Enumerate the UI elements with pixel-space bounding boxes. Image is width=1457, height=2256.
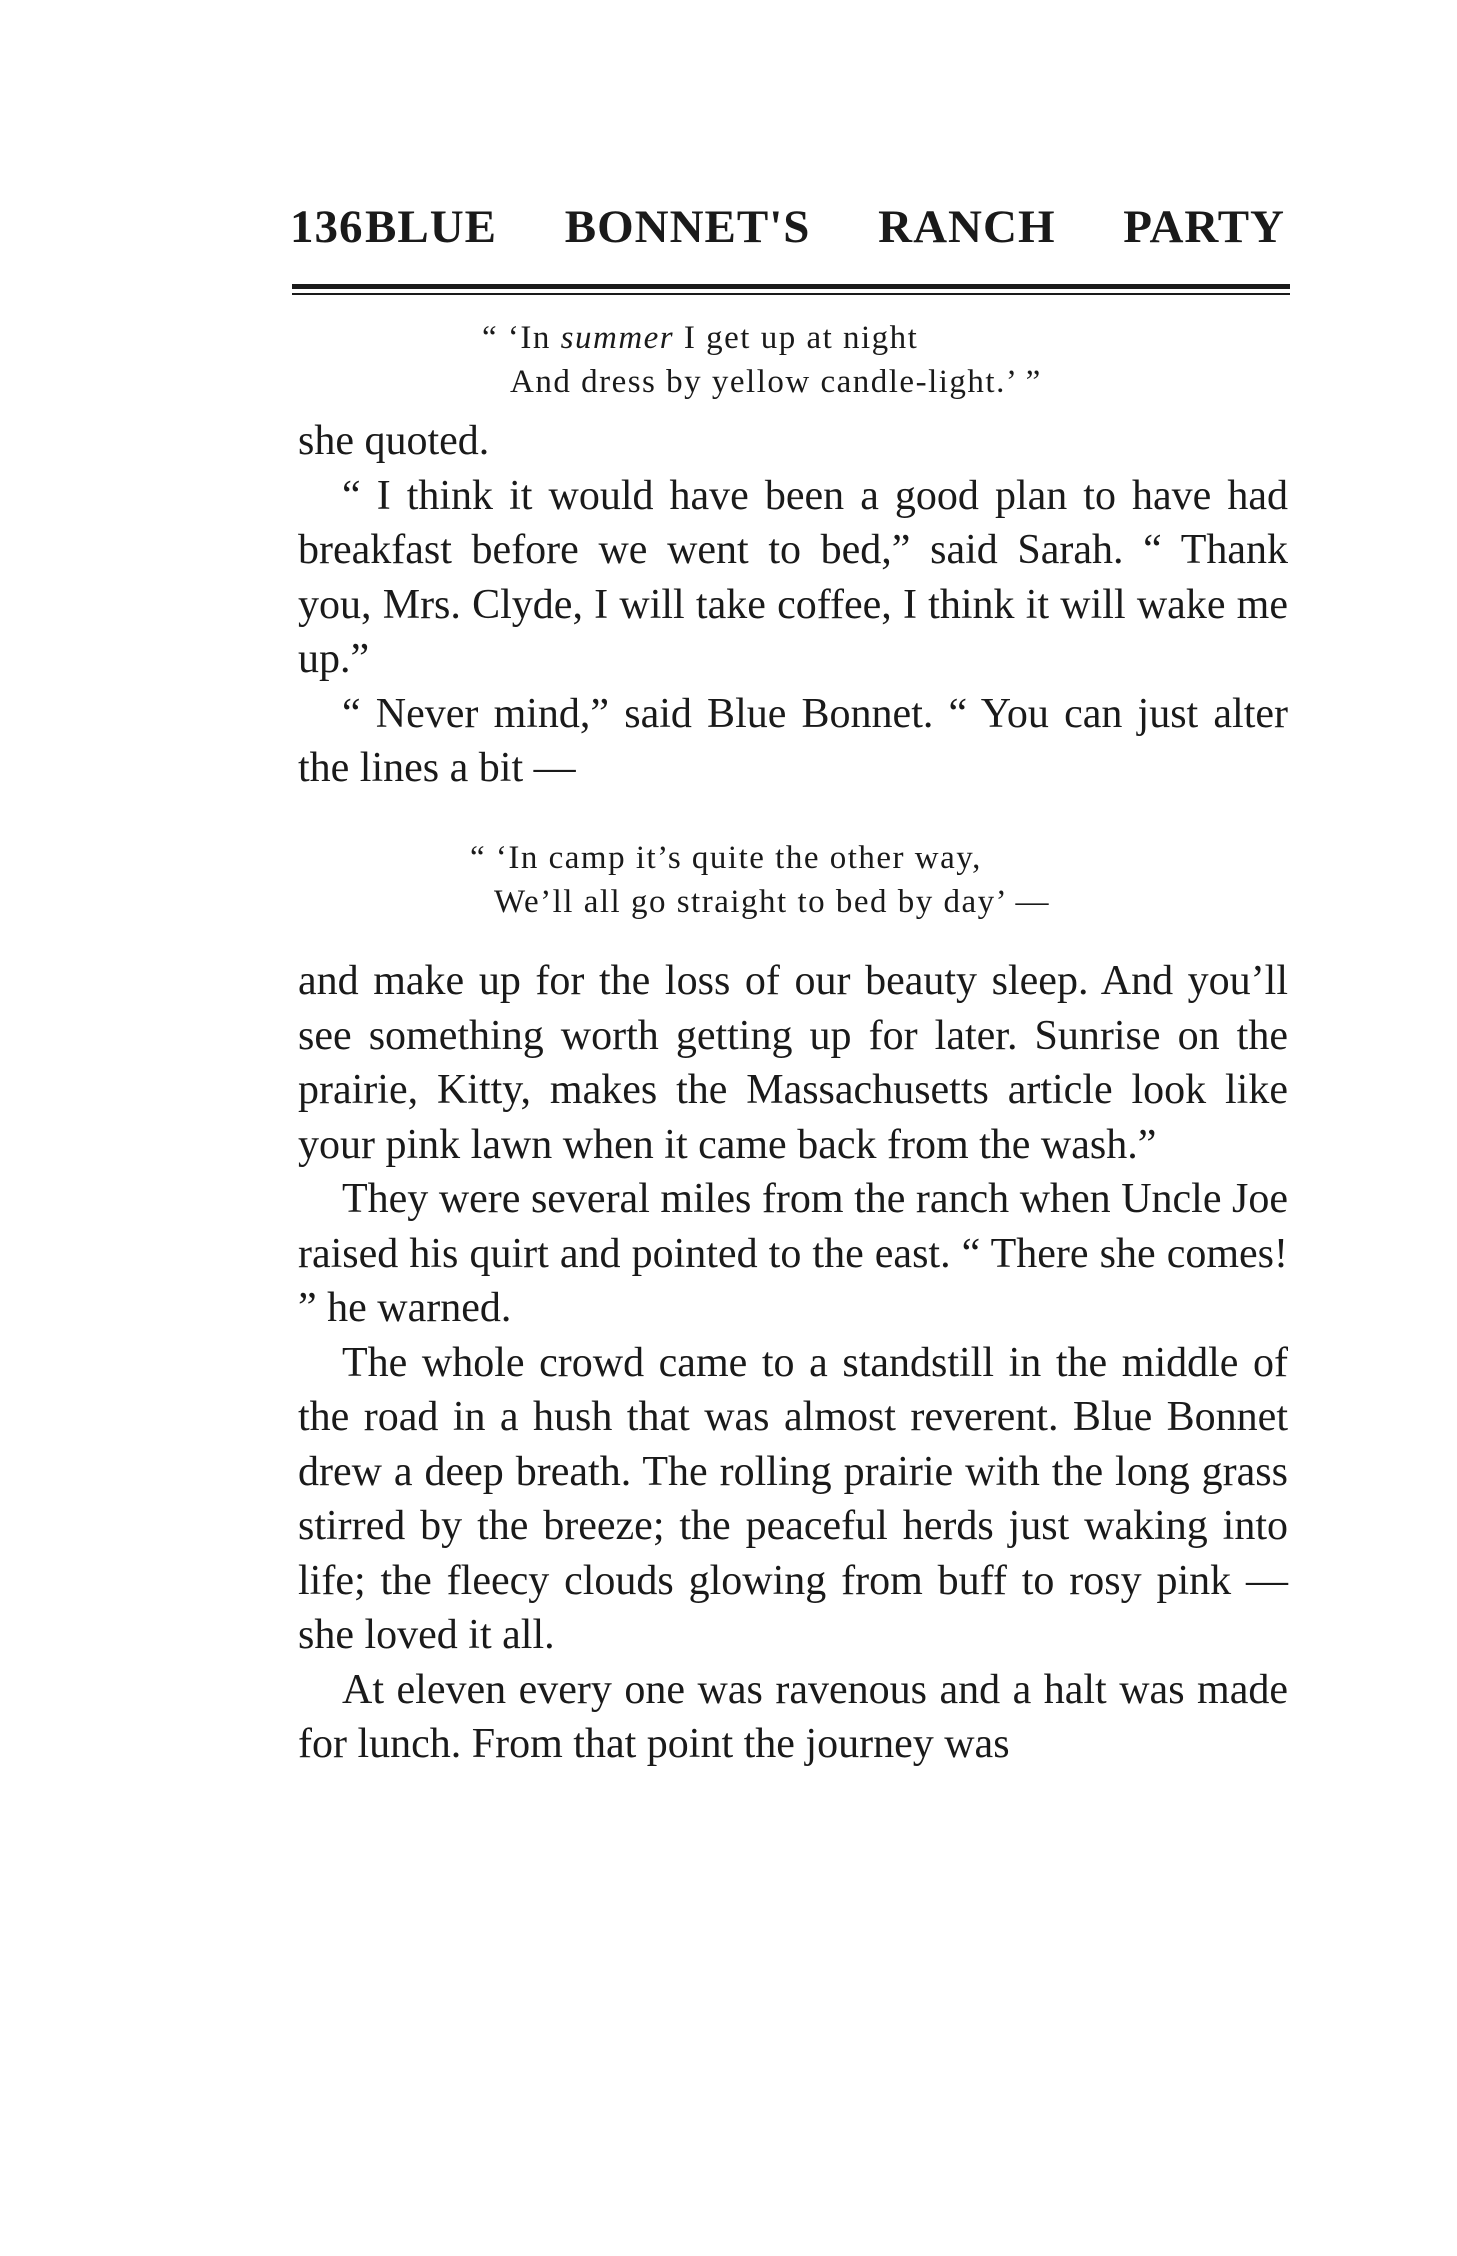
paragraph: and make up for the loss of our beauty sleep. And you’ll see something worth getting up for later. Sunrise on the prairie, Kitty, makes the Massachusetts article look like your pink lawn when it came back from the wash.” <box>298 958 1288 1168</box>
paragraph: They were several miles from the ranch when Uncle Joe raised his quirt and pointed to the east. “ There she comes! ” he warned. <box>298 1176 1288 1331</box>
verse-italic-word: summer <box>560 320 675 356</box>
verse-quote-1 <box>482 316 1042 404</box>
prose-block-1 <box>298 414 1288 796</box>
paragraph: “ Never mind,” said Blue Bonnet. “ You can just alter the lines a bit — <box>298 690 1288 791</box>
header-rule-thick <box>292 284 1290 289</box>
prose-block-2 <box>298 954 1288 1772</box>
running-header <box>290 200 1292 280</box>
page-number: 136 <box>290 201 364 253</box>
paragraph: “ I think it would have been a good plan to have had breakfast before we went to bed,” said Sarah. “ Thank you, Mrs. Clyde, I will take coffee, I think it will wake me up.” <box>298 472 1288 682</box>
verse-text: I get up at night <box>674 320 919 356</box>
verse-line <box>482 316 1042 360</box>
verse-line: And dress by yellow candle-light.’ ” <box>510 364 1042 400</box>
verse-line: “ ‘In camp it’s quite the other way, <box>470 840 982 876</box>
header-rule-thin <box>292 293 1290 295</box>
verse-quote-2 <box>470 836 1050 924</box>
verse-line: We’ll all go straight to bed by day’ — <box>494 884 1050 920</box>
paragraph: At eleven every one was ravenous and a halt was made for lunch. From that point the journey was <box>298 1666 1288 1767</box>
paragraph: The whole crowd came to a standstill in the middle of the road in a hush that was almost reverent. Blue Bonnet drew a deep breath. The rolling prairie with the long grass stirred by the breeze; the peaceful herds just waking into life; the fleecy clouds glowing from buff to rosy pink — she loved it all. <box>298 1339 1288 1658</box>
verse-text: “ ‘In <box>482 320 561 356</box>
paragraph: she quoted. <box>298 418 490 464</box>
running-title: BLUE BONNET'S RANCH PARTY <box>365 201 1285 253</box>
